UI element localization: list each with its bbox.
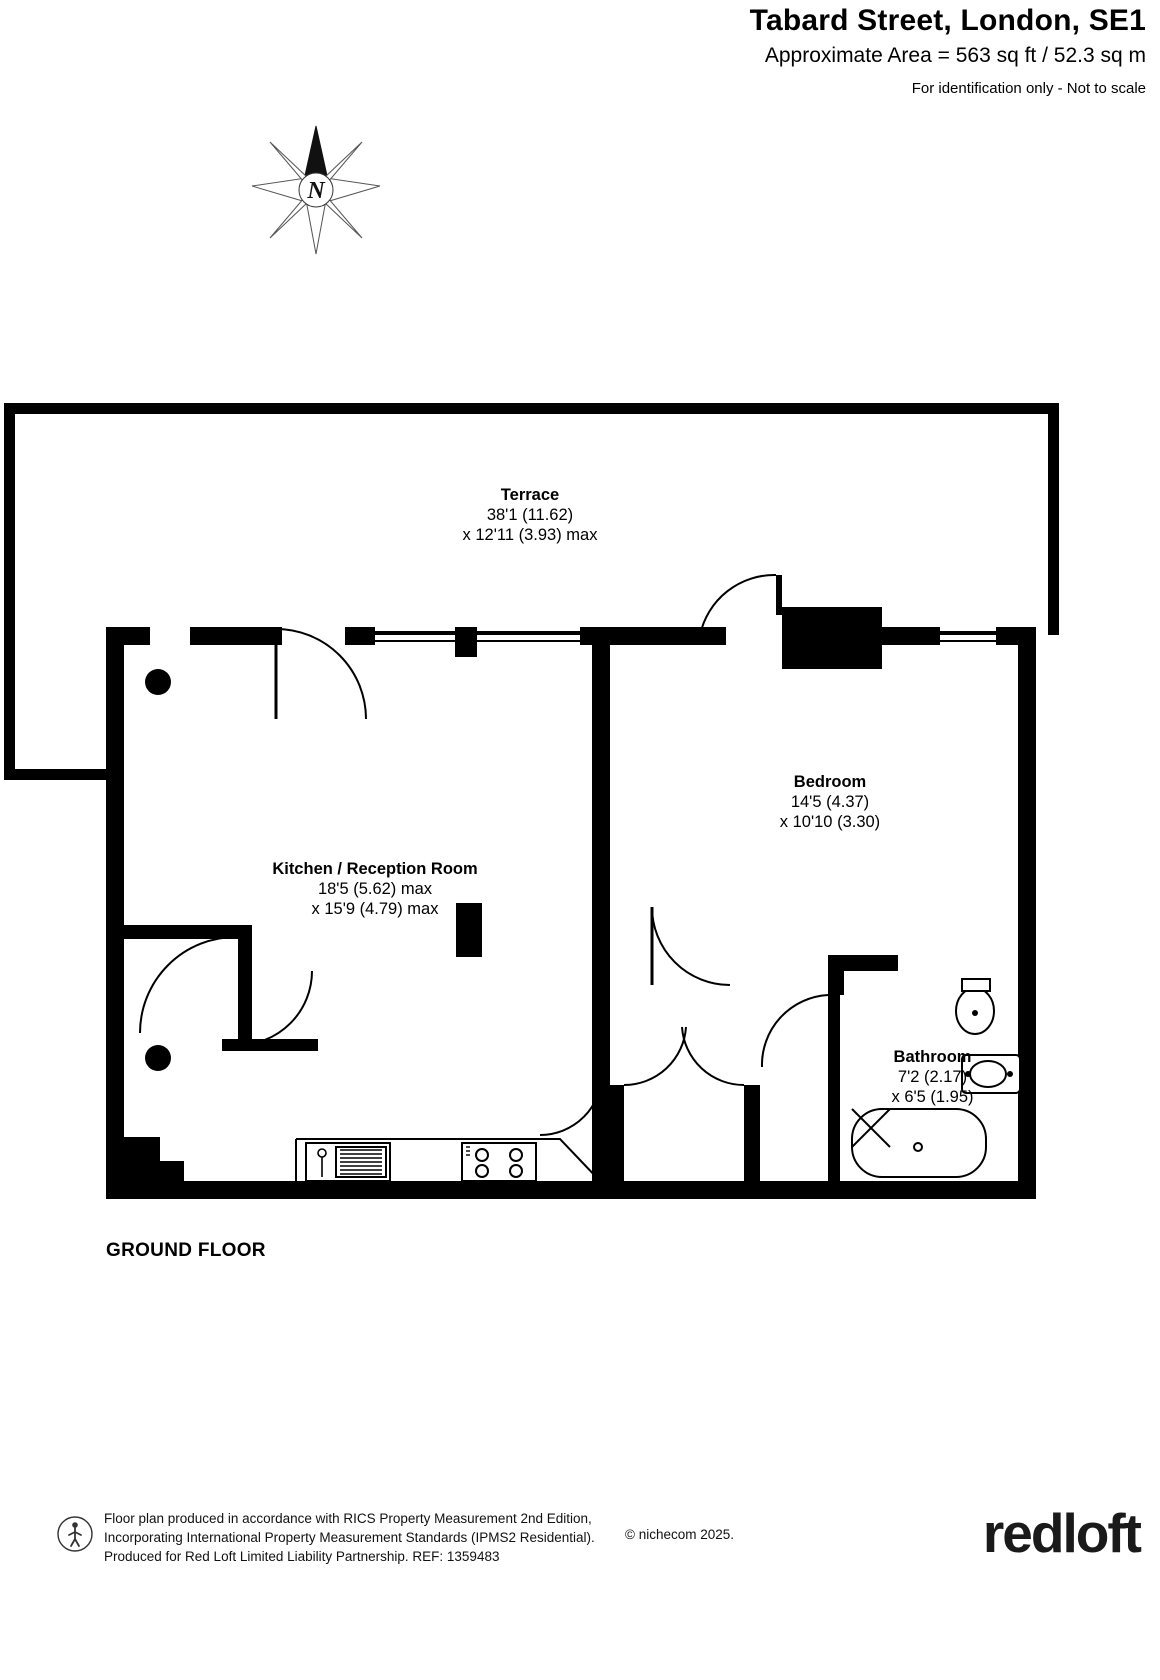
room-name: Terrace [500,486,560,504]
compass-rose [246,120,386,260]
floor-label: GROUND FLOOR [106,1240,266,1261]
room-label-kitchen-reception-room [225,859,525,919]
footer [0,1502,1160,1625]
room-name: Bedroom [793,773,867,791]
footer-text [104,1509,595,1566]
room-label-bedroom [690,772,970,832]
accessibility-icon [56,1515,94,1553]
room-dim-2: x 10'10 (3.30) [779,813,881,832]
approximate-area: Approximate Area = 563 sq ft / 52.3 sq m [764,44,1146,67]
compass-north-label: N [307,178,325,204]
room-dim-2: x 12'11 (3.93) max [462,526,598,545]
footer-line-3: Produced for Red Loft Limited Liability Partnership. REF: 1359483 [104,1549,500,1565]
redloft-logo: redloft [982,1502,1140,1564]
footer-copyright: © nichecom 2025. [625,1527,735,1542]
footer-line-2: Incorporating International Property Measurement Standards (IPMS2 Residential). [104,1530,595,1546]
room-dim-1: 14'5 (4.37) [790,793,870,812]
room-dim-2: x 6'5 (1.95) [891,1088,974,1107]
room-name: Kitchen / Reception Room [272,860,478,878]
room-label-terrace [380,485,680,545]
scale-disclaimer: For identification only - Not to scale [911,80,1146,97]
room-dim-1: 38'1 (11.62) [486,506,574,525]
room-dim-1: 7'2 (2.17) [897,1068,968,1087]
room-label-bathroom [825,1047,1040,1107]
room-dim-1: 18'5 (5.62) max [317,880,433,899]
room-dim-2: x 15'9 (4.79) max [311,900,439,919]
footer-line-1: Floor plan produced in accordance with RICS Property Measurement 2nd Edition, [104,1511,592,1526]
page-title: Tabard Street, London, SE1 [749,4,1146,37]
room-name: Bathroom [893,1048,972,1066]
